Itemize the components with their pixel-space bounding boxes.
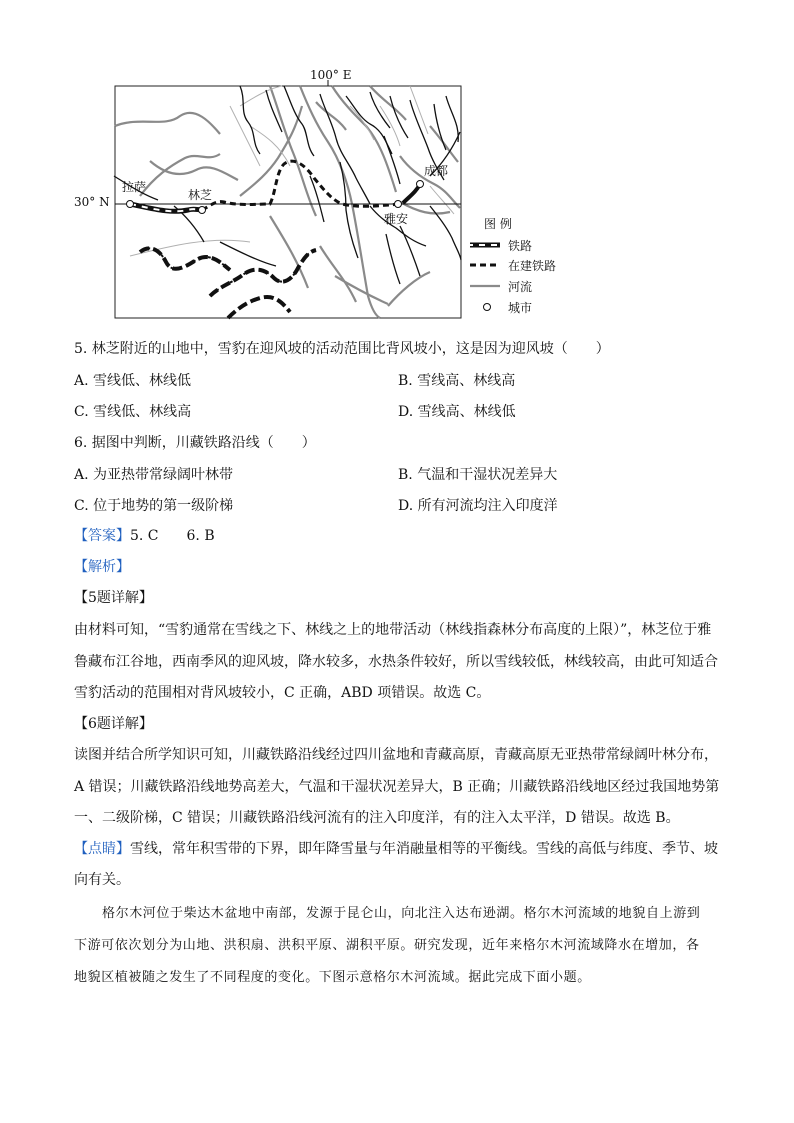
legend-river-label: 河流	[508, 280, 533, 294]
city-marker-lasa	[127, 201, 134, 208]
question-6-option-c: C. 位于地势的第一级阶梯	[74, 498, 234, 514]
question-6-stem: 6. 据图中判断，川藏铁路沿线（ ）	[74, 435, 316, 451]
city-marker-linzhi	[199, 207, 206, 214]
latitude-label: 30° N	[74, 195, 110, 209]
map-svg	[70, 66, 570, 326]
tip-line-continued: 向有关。	[74, 872, 130, 888]
city-label-yaan: 雅安	[384, 212, 409, 226]
question-5-option-a: A. 雪线低、林线低	[74, 373, 192, 389]
passage-line: 下游可依次划分为山地、洪积扇、洪积平原、湖积平原。研究发现，近年来格尔木河流域降水在增加，各	[74, 938, 700, 953]
detail-6-line: 一、二级阶梯，C 错误；川藏铁路沿线河流有的注入印度洋，有的注入太平洋，D 错误。故选 B。	[74, 810, 680, 826]
legend-city-label: 城市	[508, 301, 533, 315]
detail-6-line: 读图并结合所学知识可知，川藏铁路沿线经过四川盆地和青藏高原，青藏高原无亚热带常绿阔叶林分布，	[74, 747, 718, 763]
question-6-option-d: D. 所有河流均注入印度洋	[398, 498, 558, 514]
question-5-option-b: B. 雪线高、林线高	[398, 373, 516, 389]
detail-5-line: 鲁藏布江谷地，西南季风的迎风坡，降水较多，水热条件较好，所以雪线较低，林线较高，由此可知适合	[74, 654, 718, 670]
answer-label: 【答案】	[74, 528, 130, 544]
analysis-label: 【解析】	[74, 559, 130, 575]
detail-5-title: 【5题详解】	[74, 590, 153, 606]
passage-line: 地貌区植被随之发生了不同程度的变化。下图示意格尔木河流域。据此完成下面小题。	[74, 970, 591, 985]
question-6-option-b: B. 气温和干湿状况差异大	[398, 467, 558, 483]
longitude-label: 100° E	[310, 68, 352, 82]
detail-6-title: 【6题详解】	[74, 716, 153, 732]
legend-title: 图 例	[484, 217, 512, 231]
question-5-stem: 5. 林芝附近的山地中，雪豹在迎风坡的活动范围比背风坡小，这是因为迎风坡（ ）	[74, 341, 610, 357]
legend-railway-label: 铁路	[508, 239, 533, 253]
detail-5-line: 雪豹活动的范围相对背风坡较小，C 正确，ABD 项错误。故选 C。	[74, 685, 491, 701]
question-5-option-d: D. 雪线高、林线低	[398, 404, 516, 420]
city-marker-chengdu	[417, 181, 424, 188]
detail-6-line: A 错误；川藏铁路沿线地势高差大，气温和干湿状况差异大，B 正确；川藏铁路沿线地区经过我国地势第	[74, 779, 720, 795]
question-5-option-c: C. 雪线低、林线高	[74, 404, 192, 420]
legend-building-railway-label: 在建铁路	[508, 259, 557, 273]
tip-line	[74, 838, 718, 858]
answer-line	[74, 525, 215, 545]
legend-city-symbol	[484, 304, 491, 311]
passage-line: 格尔木河位于柴达木盆地中南部，发源于昆仑山，向北注入达布逊湖。格尔木河流域的地貌自上游到	[102, 906, 701, 921]
tip-label: 【点睛】	[74, 841, 130, 857]
city-label-lasa: 拉萨	[122, 180, 147, 194]
tip-text: 雪线，常年积雪带的下界，即年降雪量与年消融量相等的平衡线。雪线的高低与纬度、季节、坡	[130, 841, 718, 857]
answer-value: 5. C 6. B	[130, 528, 215, 544]
city-label-chengdu: 成都	[424, 164, 449, 178]
city-label-linzhi: 林芝	[188, 188, 213, 202]
question-6-option-a: A. 为亚热带常绿阔叶林带	[74, 467, 234, 483]
city-marker-yaan	[395, 201, 402, 208]
map-figure	[70, 66, 570, 326]
detail-5-line: 由材料可知，“雪豹通常在雪线之下、林线之上的地带活动（林线指森林分布高度的上限）”，林芝位于雅	[74, 622, 712, 638]
